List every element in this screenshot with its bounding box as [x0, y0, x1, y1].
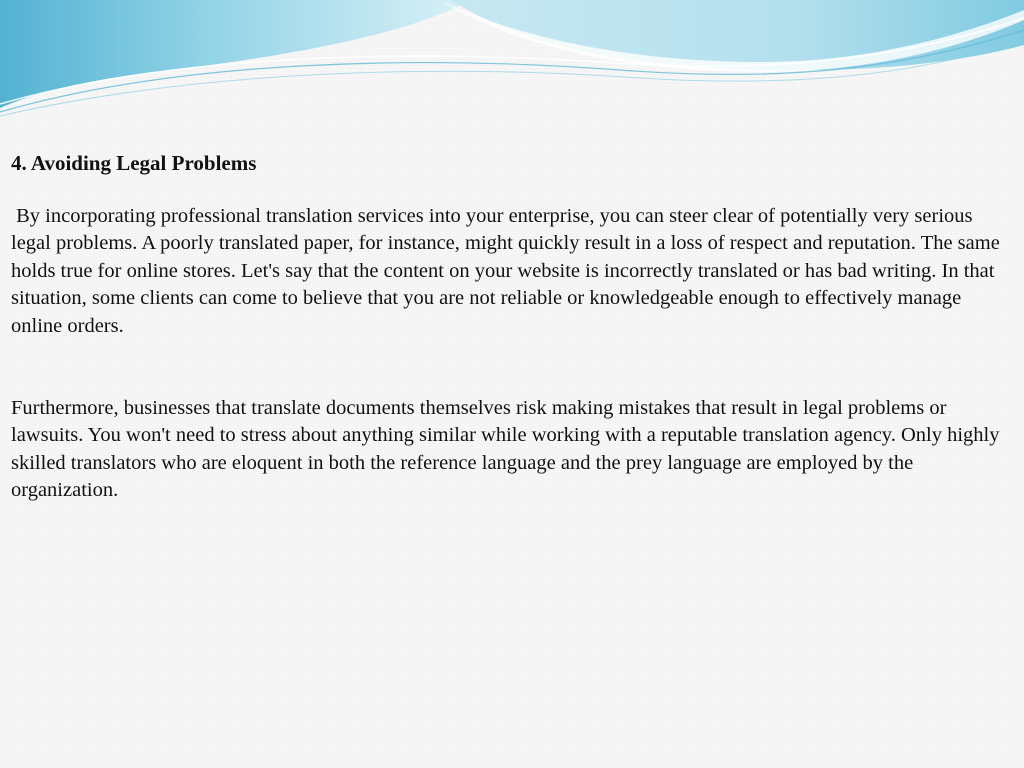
header-wave-decoration [0, 0, 1024, 120]
slide-title: 4. Avoiding Legal Problems [11, 151, 257, 175]
body-paragraph-2: Furthermore, businesses that translate documents themselves risk making mistakes that result in legal problems or lawsuits. You won't need to stress about anything similar while working with a reputable translation agency. Only highly skilled translators who are eloquent in both the reference language and the prey language are employed by the organization. [11, 397, 1000, 502]
body-paragraph-1: By incorporating professional translation services into your enterprise, you can steer clear of potentially very serious legal problems. A poorly translated paper, for instance, might quickly result in a loss of respect and reputation. The same holds true for online stores. Let's say that the content on your website is incorrectly translated or has bad writing. In that situation, some clients can come to believe that you are not reliable or knowledgeable enough to effectively manage online orders. [11, 205, 1005, 337]
slide-content [11, 150, 1016, 505]
